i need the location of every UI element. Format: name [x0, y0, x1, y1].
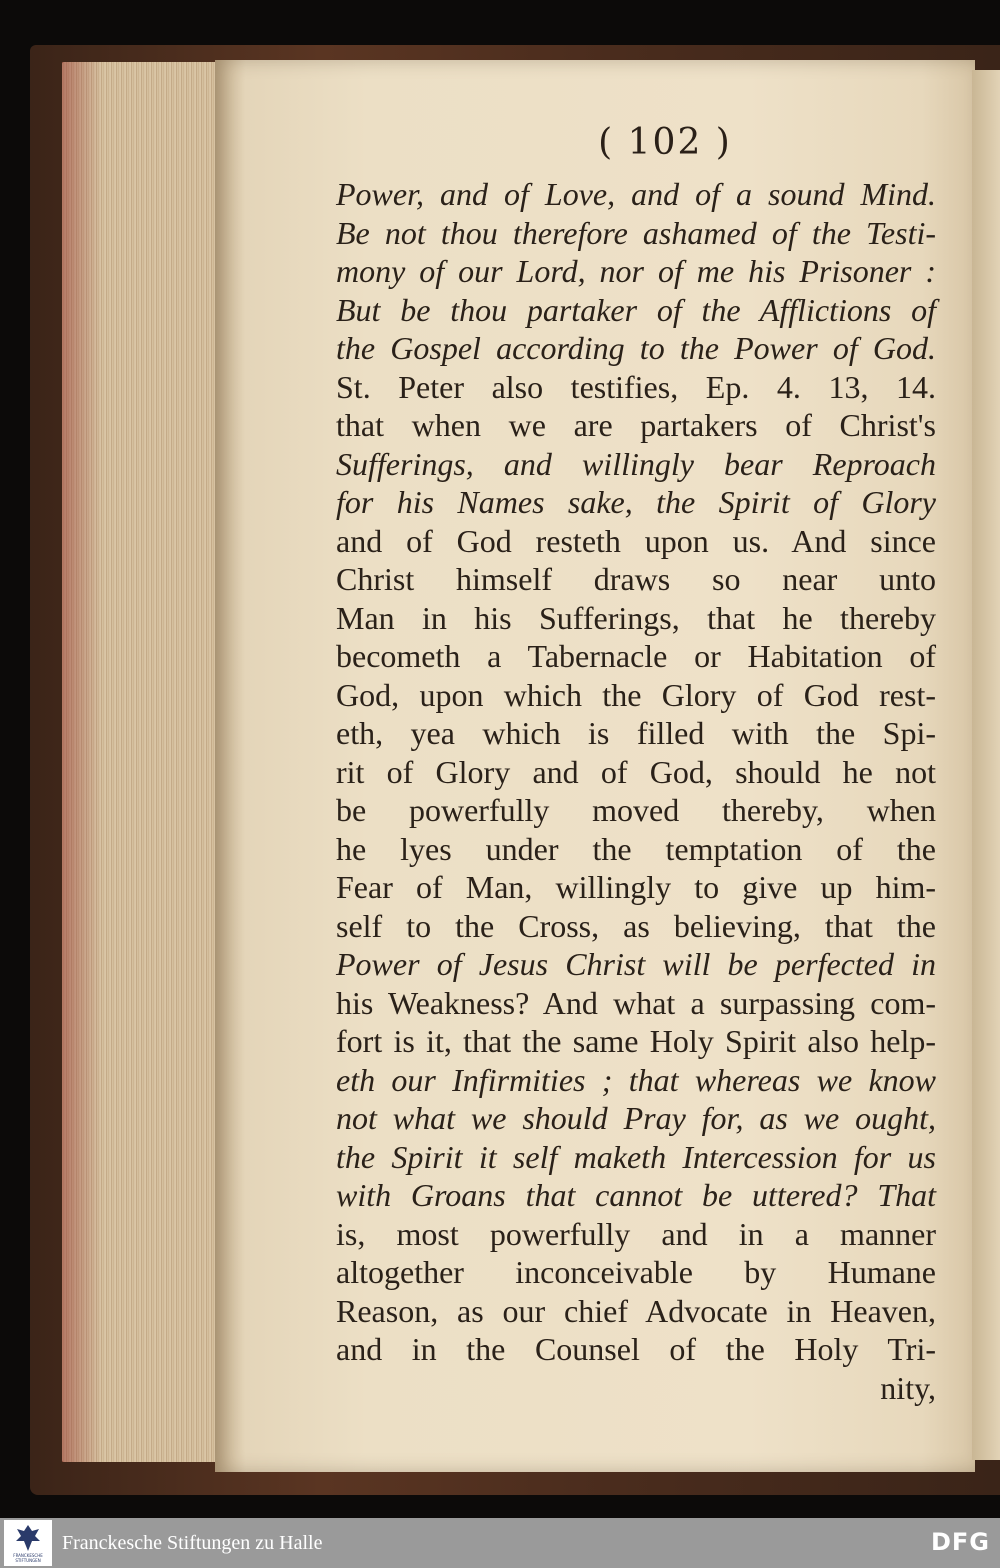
- text-line: not what we should Pray for, as we ought,: [336, 1100, 936, 1136]
- text-line: his Weakness? And what a surpassing com-: [336, 984, 936, 1021]
- text-line: eth, yea which is filled with the Spi-: [336, 715, 936, 751]
- text-line: and in the Counsel of the Holy Tri-: [336, 1331, 936, 1367]
- institution-name[interactable]: Franckesche Stiftungen zu Halle: [62, 1531, 323, 1554]
- text-line: fort is it, that the same Holy Spirit also help-: [336, 1023, 936, 1059]
- text-line: eth our Infirmities ; that whereas we know: [336, 1061, 936, 1098]
- text-line: mony of our Lord, nor of me his Prisoner :: [336, 253, 936, 289]
- institution-logo[interactable]: [4, 1520, 52, 1566]
- text-line: he lyes under the temptation of the: [336, 830, 936, 867]
- page-edges: [62, 62, 222, 1462]
- text-line: be powerfully moved thereby, when: [336, 792, 936, 828]
- text-line: But be thou partaker of the Afflictions of: [336, 291, 936, 328]
- text-line: and of God resteth upon us. And since: [336, 522, 936, 559]
- text-line: rit of Glory and of God, should he not: [336, 753, 936, 790]
- page-number: ( 102 ): [598, 122, 732, 163]
- dfg-logo[interactable]: DFG: [930, 1528, 990, 1556]
- text-line: Power of Jesus Christ will be perfected in: [336, 946, 936, 982]
- text-line: Man in his Sufferings, that he thereby: [336, 599, 936, 636]
- text-line: Sufferings, and willingly bear Reproach: [336, 445, 936, 482]
- text-line: for his Names sake, the Spirit of Glory: [336, 484, 936, 520]
- text-line: Christ himself draws so near unto: [336, 561, 936, 597]
- text-line: St. Peter also testifies, Ep. 4. 13, 14.: [336, 368, 936, 405]
- text-line: Reason, as our chief Advocate in Heaven,: [336, 1292, 936, 1329]
- text-line: that when we are partakers of Christ's: [336, 407, 936, 443]
- next-page-edge: [972, 70, 1000, 1460]
- text-line: the Gospel according to the Power of God.: [336, 330, 936, 366]
- logo-text: FRANCKESCHE STIFTUNGEN: [13, 1553, 43, 1563]
- page-text: [336, 175, 936, 1407]
- text-line: altogether inconceivable by Humane: [336, 1254, 936, 1290]
- text-line: the Spirit it self maketh Intercession for us: [336, 1138, 936, 1175]
- text-line: self to the Cross, as believing, that the: [336, 907, 936, 944]
- text-line: Be not thou therefore ashamed of the Testi-: [336, 214, 936, 251]
- eagle-crest-icon: [14, 1523, 42, 1553]
- text-line: with Groans that cannot be uttered? That: [336, 1177, 936, 1213]
- text-line: nity,: [880, 1369, 936, 1406]
- text-line: Fear of Man, willingly to give up him-: [336, 869, 936, 905]
- footer-bar: [0, 1518, 1000, 1568]
- text-line: Power, and of Love, and of a sound Mind.: [336, 176, 936, 212]
- text-line: is, most powerfully and in a manner: [336, 1215, 936, 1252]
- text-line: becometh a Tabernacle or Habitation of: [336, 638, 936, 674]
- text-line: God, upon which the Glory of God rest-: [336, 676, 936, 713]
